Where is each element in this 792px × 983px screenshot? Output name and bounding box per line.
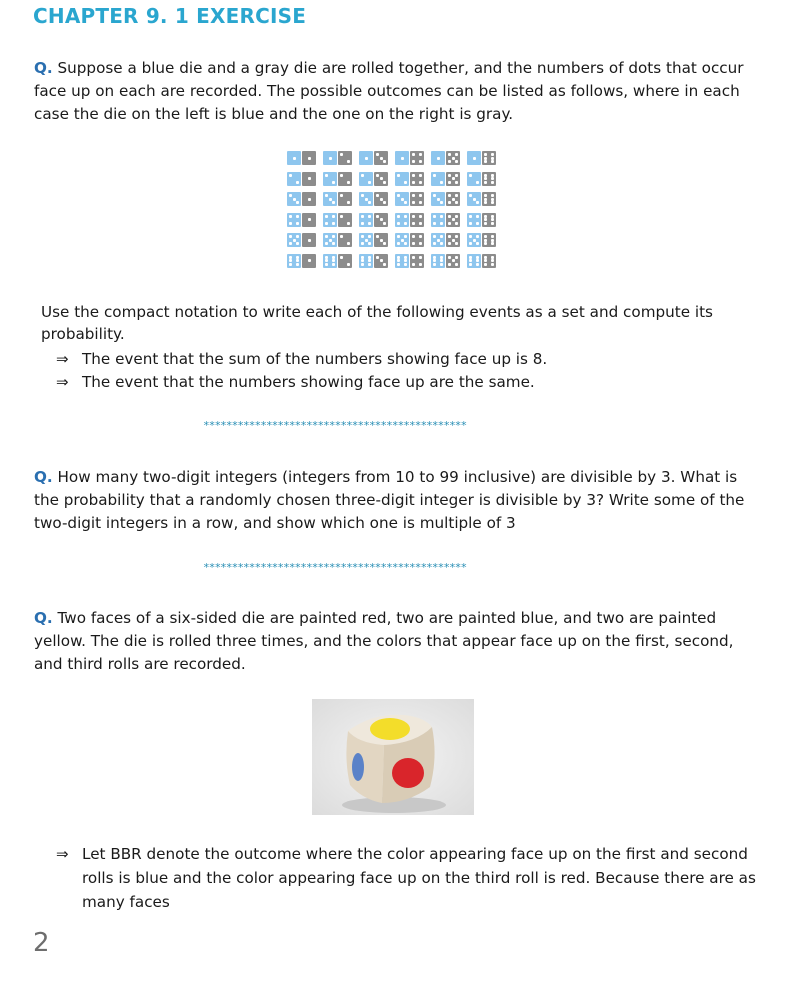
dice-outcome [395,151,425,165]
dice-outcome [467,233,497,247]
dice-outcome [359,172,389,186]
blue-die-icon [323,254,337,268]
gray-die-icon [338,254,352,268]
blue-die-icon [323,172,337,186]
blue-die-icon [287,192,301,206]
gray-die-icon [338,233,352,247]
blue-die-icon [395,172,409,186]
dice-outcome [431,151,461,165]
dice-outcome [467,254,497,268]
blue-die-icon [431,213,445,227]
blue-die-icon [395,192,409,206]
blue-die-icon [323,233,337,247]
dice-outcome [287,213,317,227]
gray-die-icon [374,172,388,186]
question-3-text: Two faces of a six-sided die are painted red, two are painted blue, and two are painted yellow. The die is rolled three times, and the colors that appear face up on the first, second, and third rolls are recorded. [34,609,734,673]
bullet-text: Let BBR denote the outcome where the color appearing face up on the first and second rolls is blue and the color appearing face up on the third roll is red. Because there are as many faces [82,845,756,911]
question-label: Q. [34,59,53,77]
gray-die-icon [482,172,496,186]
implies-arrow-icon: ⇒ [56,350,69,368]
gray-die-icon [446,151,460,165]
blue-die-icon [467,254,481,268]
gray-die-icon [410,151,424,165]
dice-outcome [431,192,461,206]
dice-outcomes-grid [287,151,502,268]
dice-outcome [431,172,461,186]
blue-die-icon [323,213,337,227]
blue-die-icon [431,151,445,165]
separator: ********************************************** [203,419,467,432]
gray-die-icon [446,172,460,186]
blue-die-icon [359,172,373,186]
blue-die-icon [359,151,373,165]
question-1-text: Suppose a blue die and a gray die are rolled together, and the numbers of dots that occur face up on each are recorded. The possible outcomes can be listed as follows, where in each case the die on the left is blue and the one on the right is gray. [34,59,744,123]
gray-die-icon [302,233,316,247]
blue-die-icon [359,233,373,247]
blue-die-icon [359,254,373,268]
list-item [56,371,547,394]
dice-outcome [323,233,353,247]
question-2-text: How many two-digit integers (integers from 10 to 99 inclusive) are divisible by 3. What is the probability that a randomly chosen three-digit integer is divisible by 3? Write some of the two-digit integers in a row, and show which one is multiple of 3 [34,468,745,532]
gray-die-icon [374,254,388,268]
blue-die-icon [287,254,301,268]
blue-die-icon [359,192,373,206]
dice-outcome [323,151,353,165]
gray-die-icon [338,192,352,206]
dice-outcome [395,172,425,186]
dice-outcome [467,172,497,186]
gray-die-icon [482,254,496,268]
dice-outcome [287,151,317,165]
gray-die-icon [302,192,316,206]
gray-die-icon [338,151,352,165]
gray-die-icon [446,233,460,247]
page-number: 2 [33,928,50,958]
question-3 [34,607,760,676]
blue-die-icon [467,192,481,206]
dice-outcome [359,192,389,206]
blue-die-icon [467,172,481,186]
dice-outcome [467,151,497,165]
blue-die-icon [431,172,445,186]
blue-die-icon [287,172,301,186]
event-list [56,348,547,394]
gray-die-icon [482,213,496,227]
gray-die-icon [410,172,424,186]
dice-outcome [395,213,425,227]
dice-outcome [287,254,317,268]
blue-die-icon [287,233,301,247]
chapter-title: CHAPTER 9. 1 EXERCISE [33,4,307,28]
colored-die-photo [312,699,474,815]
blue-die-icon [395,254,409,268]
dice-outcome [323,213,353,227]
blue-die-icon [431,254,445,268]
dice-outcome [359,233,389,247]
gray-die-icon [374,151,388,165]
dice-outcome [323,172,353,186]
gray-die-icon [302,151,316,165]
dice-outcome [395,233,425,247]
question-label: Q. [34,609,53,627]
list-item [56,348,547,371]
gray-die-icon [374,192,388,206]
gray-die-icon [410,213,424,227]
gray-die-icon [302,254,316,268]
gray-die-icon [482,192,496,206]
event-text: The event that the sum of the numbers showing face up is 8. [82,350,548,368]
question-3-bullet [56,842,756,914]
gray-die-icon [482,151,496,165]
question-2 [34,466,760,535]
gray-die-icon [338,213,352,227]
implies-arrow-icon: ⇒ [56,373,69,391]
colored-die-image [312,699,474,815]
gray-die-icon [410,192,424,206]
dice-outcome [467,192,497,206]
dice-outcome [431,213,461,227]
instruction-text: Use the compact notation to write each of the following events as a set and compute its probability. [41,303,713,343]
gray-die-icon [302,172,316,186]
gray-die-icon [446,254,460,268]
dice-outcome [395,254,425,268]
dice-outcome [287,192,317,206]
dice-outcome [467,213,497,227]
blue-die-icon [467,213,481,227]
blue-die-icon [431,233,445,247]
gray-die-icon [374,213,388,227]
question-label: Q. [34,468,53,486]
blue-die-icon [323,192,337,206]
dice-outcome [395,192,425,206]
dice-outcome [431,254,461,268]
gray-die-icon [374,233,388,247]
gray-die-icon [482,233,496,247]
dice-outcome [359,151,389,165]
dice-outcome [323,254,353,268]
blue-die-icon [395,233,409,247]
blue-die-icon [287,213,301,227]
blue-die-icon [467,151,481,165]
blue-die-icon [359,213,373,227]
blue-die-icon [467,233,481,247]
blue-die-icon [395,213,409,227]
blue-die-icon [287,151,301,165]
gray-die-icon [446,213,460,227]
blue-die-icon [323,151,337,165]
gray-die-icon [338,172,352,186]
dice-outcome [431,233,461,247]
gray-die-icon [446,192,460,206]
gray-die-icon [302,213,316,227]
question-1 [34,57,760,126]
separator: ********************************************** [203,561,467,574]
dice-outcome [323,192,353,206]
implies-arrow-icon: ⇒ [56,845,69,863]
dice-outcome [359,213,389,227]
event-text: The event that the numbers showing face up are the same. [82,373,535,391]
dice-outcome [359,254,389,268]
gray-die-icon [410,233,424,247]
dice-outcome [287,172,317,186]
gray-die-icon [410,254,424,268]
blue-die-icon [431,192,445,206]
dice-outcome [287,233,317,247]
blue-die-icon [395,151,409,165]
